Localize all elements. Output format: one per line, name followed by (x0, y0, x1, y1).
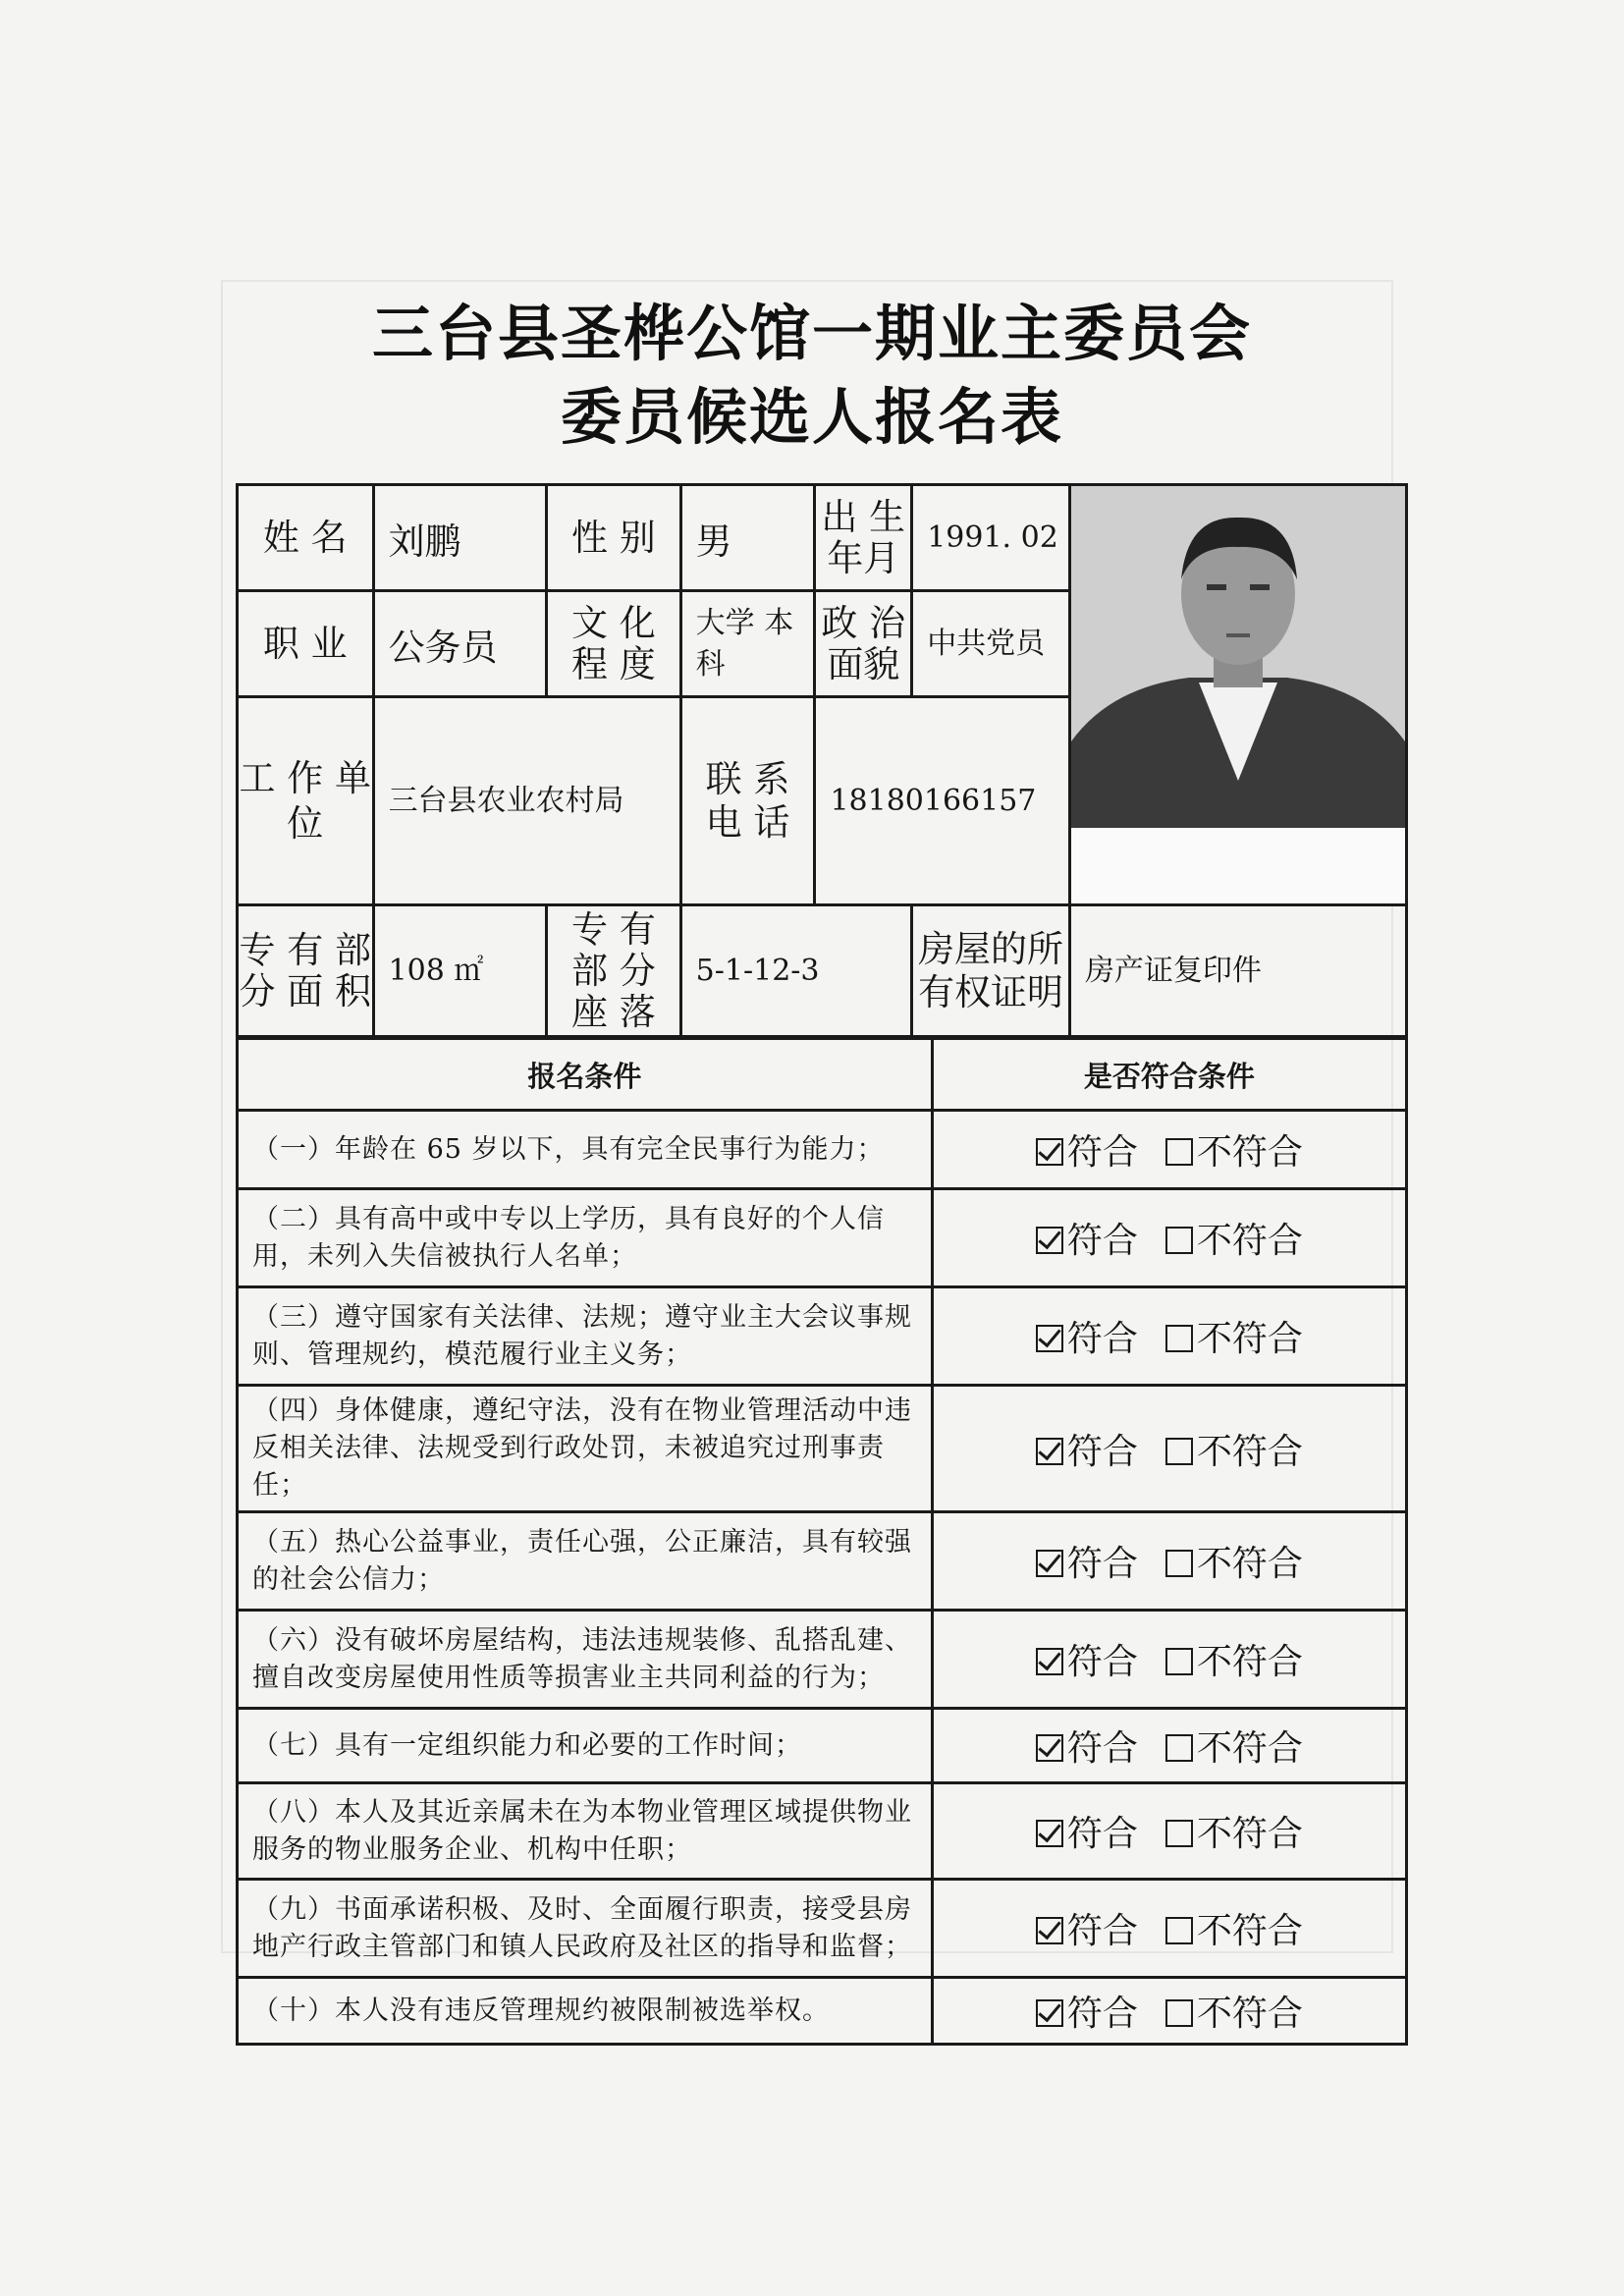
option-no-label: 不符合 (1196, 1544, 1303, 1584)
eligibility-header: 是否符合条件 (932, 1039, 1406, 1111)
occupation-label: 职 业 (238, 591, 374, 697)
condition-check (932, 1189, 1406, 1287)
checkbox-yes-icon[interactable] (1036, 1820, 1063, 1847)
condition-row (238, 1287, 1407, 1386)
condition-row (238, 1978, 1407, 2045)
political-value: 中共党员 (912, 591, 1070, 697)
conditions-body (238, 1111, 1407, 2045)
condition-row (238, 1611, 1407, 1709)
option-yes-label: 符合 (1066, 1728, 1138, 1769)
condition-text: （八）本人及其近亲属未在为本物业管理区域提供物业服务的物业服务企业、机构中任职； (238, 1783, 933, 1880)
workplace-label: 工 作 单 位 (238, 697, 374, 905)
photo-cell (1069, 485, 1406, 905)
condition-check (932, 1512, 1406, 1611)
checkbox-yes-icon[interactable] (1036, 1325, 1063, 1352)
condition-row (238, 1189, 1407, 1287)
condition-check (932, 1611, 1406, 1709)
option-yes-label: 符合 (1066, 1814, 1138, 1854)
option-no-label: 不符合 (1196, 1814, 1303, 1854)
condition-check (932, 1287, 1406, 1386)
checkbox-yes-icon[interactable] (1036, 1550, 1063, 1577)
gender-label: 性 别 (547, 485, 681, 591)
area-value: 108 ㎡ (373, 905, 547, 1037)
checkbox-yes-icon[interactable] (1036, 1648, 1063, 1675)
education-label: 文 化 程 度 (547, 591, 681, 697)
birth-label: 出 生 年月 (815, 485, 912, 591)
condition-text: （七）具有一定组织能力和必要的工作时间； (238, 1709, 933, 1783)
workplace-value: 三台县农业农村局 (373, 697, 680, 905)
condition-text: （五）热心公益事业，责任心强，公正廉洁，具有较强的社会公信力； (238, 1512, 933, 1611)
option-yes-label: 符合 (1066, 1431, 1138, 1472)
option-yes-label: 符合 (1066, 1544, 1138, 1584)
phone-label: 联 系 电 话 (680, 697, 815, 905)
name-value: 刘鹏 (373, 485, 547, 591)
condition-row (238, 1386, 1407, 1512)
checkbox-no-icon[interactable] (1165, 1999, 1193, 2027)
condition-check (932, 1783, 1406, 1880)
political-label: 政 治 面貌 (815, 591, 912, 697)
ownership-value: 房产证复印件 (1069, 905, 1406, 1037)
conditions-table (236, 1037, 1408, 2046)
checkbox-no-icon[interactable] (1165, 1550, 1193, 1577)
condition-text: （四）身体健康，遵纪守法，没有在物业管理活动中违反相关法律、法规受到行政处罚，未被追究过刑事责任； (238, 1386, 933, 1512)
form-title-line2: 委员候选人报名表 (560, 381, 1063, 453)
option-yes-label: 符合 (1066, 1221, 1138, 1261)
applicant-photo (1071, 486, 1405, 828)
checkbox-no-icon[interactable] (1165, 1325, 1193, 1352)
checkbox-no-icon[interactable] (1165, 1917, 1193, 1944)
gender-value: 男 (680, 485, 815, 591)
condition-check (932, 1880, 1406, 1978)
condition-check (932, 1709, 1406, 1783)
checkbox-no-icon[interactable] (1165, 1438, 1193, 1465)
option-yes-label: 符合 (1066, 1994, 1138, 2034)
option-yes-label: 符合 (1066, 1132, 1138, 1173)
checkbox-no-icon[interactable] (1165, 1227, 1193, 1254)
condition-text: （三）遵守国家有关法律、法规；遵守业主大会议事规则、管理规约，模范履行业主义务； (238, 1287, 933, 1386)
checkbox-yes-icon[interactable] (1036, 1438, 1063, 1465)
occupation-value: 公务员 (373, 591, 547, 697)
option-no-label: 不符合 (1196, 1431, 1303, 1472)
condition-row (238, 1709, 1407, 1783)
location-label: 专 有 部 分 座 落 (547, 905, 681, 1037)
checkbox-no-icon[interactable] (1165, 1734, 1193, 1762)
option-yes-label: 符合 (1066, 1319, 1138, 1359)
condition-check (932, 1386, 1406, 1512)
form-title-line1: 三台县圣桦公馆一期业主委员会 (371, 298, 1252, 369)
option-no-label: 不符合 (1196, 1994, 1303, 2034)
option-no-label: 不符合 (1196, 1728, 1303, 1769)
location-value: 5-1-12-3 (680, 905, 912, 1037)
portrait-image (1071, 486, 1405, 828)
option-no-label: 不符合 (1196, 1221, 1303, 1261)
condition-row (238, 1880, 1407, 1978)
applicant-info-table (236, 483, 1408, 1038)
option-no-label: 不符合 (1196, 1911, 1303, 1951)
checkbox-no-icon[interactable] (1165, 1820, 1193, 1847)
checkbox-no-icon[interactable] (1165, 1138, 1193, 1166)
option-no-label: 不符合 (1196, 1132, 1303, 1173)
checkbox-yes-icon[interactable] (1036, 1734, 1063, 1762)
condition-text: （一）年龄在 65 岁以下，具有完全民事行为能力； (238, 1111, 933, 1189)
condition-row (238, 1111, 1407, 1189)
area-label: 专 有 部 分 面 积 (238, 905, 374, 1037)
checkbox-yes-icon[interactable] (1036, 1917, 1063, 1944)
conditions-header: 报名条件 (238, 1039, 933, 1111)
checkbox-yes-icon[interactable] (1036, 1227, 1063, 1254)
checkbox-yes-icon[interactable] (1036, 1999, 1063, 2027)
ownership-label: 房屋的所 有权证明 (912, 905, 1070, 1037)
condition-text: （九）书面承诺积极、及时、全面履行职责，接受县房地产行政主管部门和镇人民政府及社区的指导和监督； (238, 1880, 933, 1978)
condition-text: （十）本人没有违反管理规约被限制被选举权。 (238, 1978, 933, 2045)
condition-text: （六）没有破坏房屋结构，违法违规装修、乱搭乱建、擅自改变房屋使用性质等损害业主共同利益的行为； (238, 1611, 933, 1709)
option-no-label: 不符合 (1196, 1642, 1303, 1682)
birth-value: 1991. 02 (912, 485, 1070, 591)
condition-text: （二）具有高中或中专以上学历，具有良好的个人信用，未列入失信被执行人名单； (238, 1189, 933, 1287)
checkbox-no-icon[interactable] (1165, 1648, 1193, 1675)
condition-check (932, 1978, 1406, 2045)
phone-value: 18180166157 (815, 697, 1070, 905)
name-label: 姓 名 (238, 485, 374, 591)
option-yes-label: 符合 (1066, 1642, 1138, 1682)
condition-row (238, 1783, 1407, 1880)
checkbox-yes-icon[interactable] (1036, 1138, 1063, 1166)
condition-row (238, 1512, 1407, 1611)
education-value: 大学 本科 (680, 591, 815, 697)
option-yes-label: 符合 (1066, 1911, 1138, 1951)
option-no-label: 不符合 (1196, 1319, 1303, 1359)
condition-check (932, 1111, 1406, 1189)
